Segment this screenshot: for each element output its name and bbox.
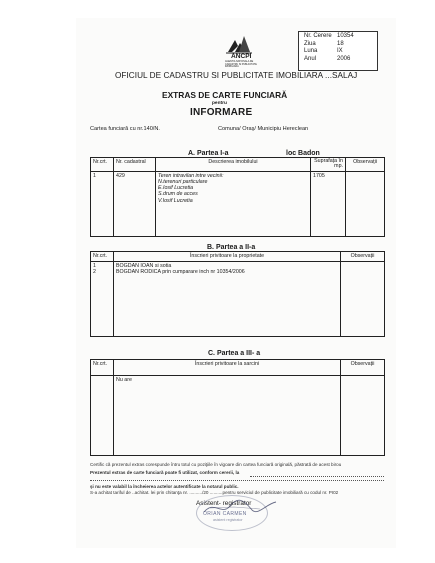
stamp-name: ORIAN CARMEN xyxy=(203,511,247,517)
description-line: Teren intravilan intre vecinii: xyxy=(158,172,224,179)
fee-text: S-a achitat tariful de ..achitat. lei prin chitanţa nr. ........../20 ..........pentru serviciul de publicitate imobiliară cu codul nr. PI02 xyxy=(90,490,339,495)
cell-nr-crt xyxy=(91,376,114,456)
table-header-row xyxy=(91,252,385,262)
ancpi-logo xyxy=(222,32,256,70)
col-header-property: Înscrieri privitoare la proprietate xyxy=(114,252,341,262)
description-line: S.drum de acces xyxy=(158,191,198,198)
table-row xyxy=(91,171,385,236)
logo-subtitle: AGENTIA NATIONALA DE CADASTRU SI PUBLICITATE IMOBILIARA xyxy=(225,60,257,69)
part-b-title: B. Partea a II-a xyxy=(207,244,256,251)
part-a-locality: loc Badon xyxy=(286,150,320,157)
part-c-table xyxy=(90,359,385,456)
cell-nr-crt xyxy=(91,262,114,337)
request-month-label: Luna xyxy=(304,48,318,55)
request-number-label: Nr. Cerere xyxy=(304,33,332,39)
col-header-nr-cadastral: Nr. cadastral xyxy=(114,158,156,172)
table-header-row xyxy=(91,360,385,376)
request-day-label: Ziua xyxy=(304,40,316,47)
request-year-row xyxy=(304,56,377,64)
col-header-observations: Observații xyxy=(346,158,385,172)
part-a-table xyxy=(90,157,385,237)
cell-description xyxy=(156,171,311,236)
encumbrance-entry: Nu are xyxy=(116,377,132,383)
table-row xyxy=(91,262,385,337)
request-month-row xyxy=(304,48,377,56)
cell-nr-cadastral: 429 xyxy=(114,171,156,236)
stamp-subtitle: asistent registrator xyxy=(213,518,243,522)
description-line: N.terenuri particulare xyxy=(158,179,208,186)
cell-observations xyxy=(341,376,385,456)
cell-observations xyxy=(341,262,385,337)
divider-line xyxy=(90,480,384,481)
land-book-number: Cartea funciară cu nr.140/N. xyxy=(90,126,160,132)
table-header-row xyxy=(91,158,385,172)
usage-text: Prezentul extras de carte funciară poate fi utilizat, conform cererii, la xyxy=(90,470,240,475)
cell-area: 1705 xyxy=(311,171,346,236)
entry-number: 2 xyxy=(93,269,96,276)
table-row xyxy=(91,376,385,456)
purpose-label: INFORMARE xyxy=(190,107,253,118)
usage-underline xyxy=(250,476,384,477)
property-entry: BOGDAN RODICA prin cumparare inch nr 10354/2006 xyxy=(116,269,245,276)
request-number-value: 10354 xyxy=(337,33,354,39)
property-entry: BOGDAN IOAN si sotia xyxy=(116,263,172,269)
title-pentru: pentru xyxy=(212,101,227,106)
col-header-encumbrances: Înscrieri privitoare la sarcini xyxy=(114,360,341,376)
request-year-value: 2006 xyxy=(337,55,351,62)
description-line: V.Iosif Lucretia xyxy=(158,197,193,204)
col-header-nr-crt: Nr.crt. xyxy=(91,252,114,262)
col-header-observations: Observații xyxy=(341,360,385,376)
request-day-value: 18 xyxy=(337,40,344,47)
logo-name: ANCPI xyxy=(231,53,252,60)
part-a-title: A. Partea I-a xyxy=(188,150,229,157)
description-line: E.Iosif Lucretia xyxy=(158,185,194,192)
document-title: EXTRAS DE CARTE FUNCIARĂ xyxy=(162,90,288,100)
assistant-registrar-label: Asistent- registrator xyxy=(196,500,252,507)
part-b-table xyxy=(90,251,385,337)
handwritten-signature xyxy=(200,496,280,520)
request-info-box xyxy=(298,31,378,71)
cell-encumbrances xyxy=(114,376,341,456)
col-header-description: Descrierea imobilului xyxy=(156,158,311,172)
col-header-observations: Observații xyxy=(341,252,385,262)
cell-property xyxy=(114,262,341,337)
certification-text: Certific că prezentul extras corespunde întru totul cu poziţiile în vigoare din cartea funciară originală, păstrată de acest birou xyxy=(90,462,342,467)
cell-observations xyxy=(346,171,385,236)
locality: Comuna/ Oraş/ Municipiu Hereclean xyxy=(218,126,309,132)
request-year-label: Anul xyxy=(304,55,317,62)
col-header-area: Suprafața în mp. xyxy=(311,158,346,172)
part-c-title: C. Partea a III- a xyxy=(208,350,261,357)
request-day-row xyxy=(304,41,377,49)
request-number-row xyxy=(304,33,377,41)
entry-number: 1 xyxy=(93,263,96,269)
validity-text: şi nu este valabil la încheierea actelor autentificate la notarul public. xyxy=(90,484,239,489)
cell-nr-crt: 1 xyxy=(91,171,114,236)
request-month-value: IX xyxy=(337,48,343,55)
col-header-nr-crt: Nr.crt. xyxy=(91,360,114,376)
col-header-nr-crt: Nr.crt. xyxy=(91,158,114,172)
office-name: OFICIUL DE CADASTRU SI PUBLICITATE IMOBILIARA ...SALAJ xyxy=(115,71,358,80)
